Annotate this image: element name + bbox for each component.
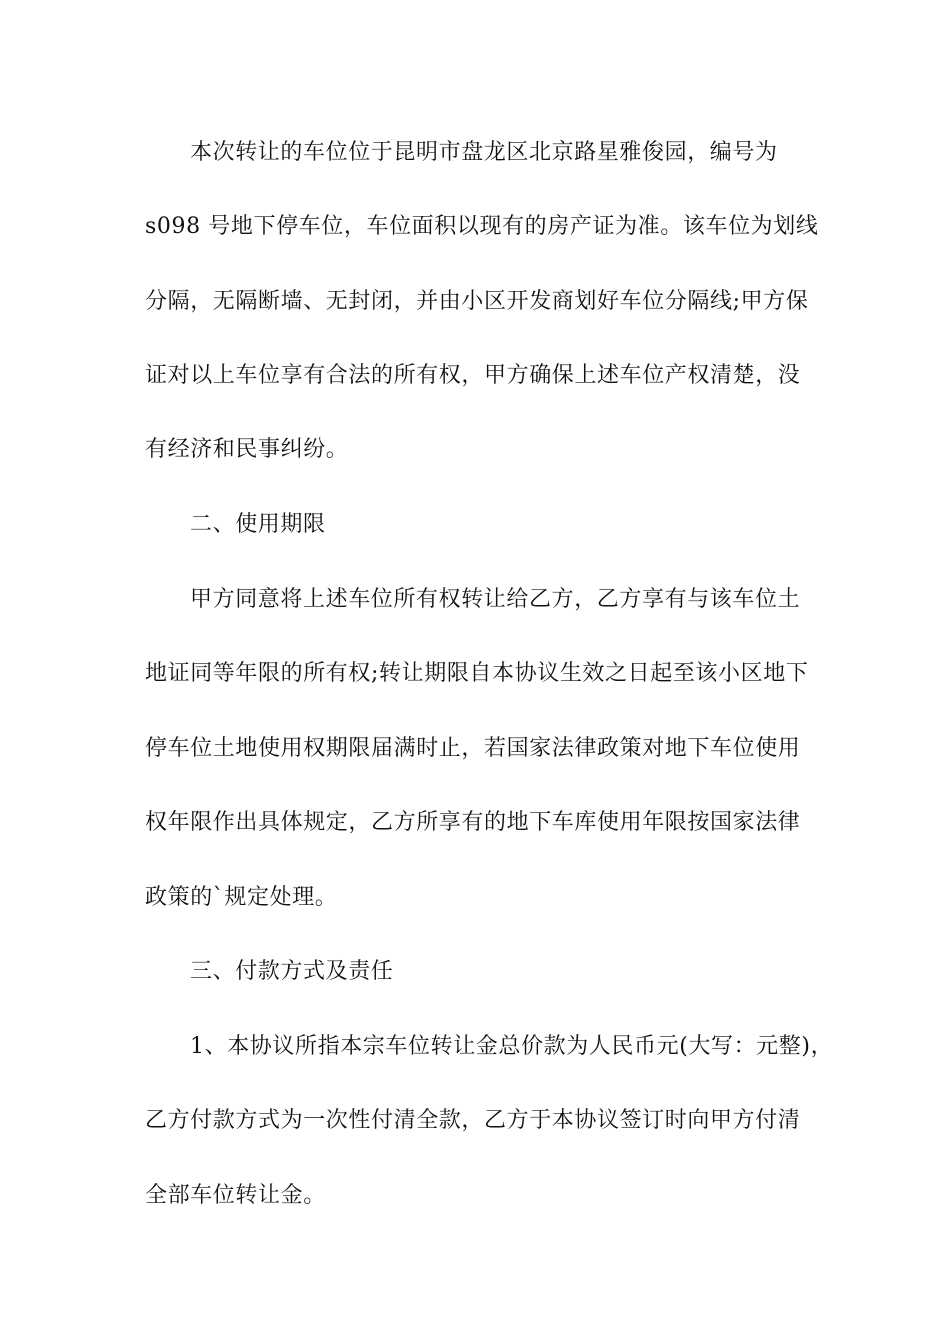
paragraph-3-line-3: 全部车位转让金。	[145, 1183, 326, 1208]
paragraph-1-line-2: s098 号地下停车位，车位面积以现有的房产证为准。该车位为划线	[145, 214, 819, 239]
paragraph-1-line-4: 证对以上车位享有合法的所有权，甲方确保上述车位产权清楚，没	[145, 363, 801, 388]
paragraph-2-line-1: 甲方同意将上述车位所有权转让给乙方，乙方享有与该车位土	[190, 587, 801, 612]
paragraph-1-line-1: 本次转让的车位位于昆明市盘龙区北京路星雅俊园，编号为	[190, 140, 778, 165]
paragraph-2-line-3: 停车位土地使用权期限届满时止，若国家法律政策对地下车位使用	[145, 736, 801, 761]
section-heading-usage-period: 二、使用期限	[190, 512, 326, 537]
paragraph-3-line-1: 1、本协议所指本宗车位转让金总价款为人民币元(大写：元整)，	[190, 1034, 834, 1059]
paragraph-2-line-5: 政策的`规定处理。	[145, 885, 338, 910]
paragraph-2-line-4: 权年限作出具体规定，乙方所享有的地下车库使用年限按国家法律	[145, 810, 801, 835]
paragraph-3-line-2: 乙方付款方式为一次性付清全款，乙方于本协议签订时向甲方付清	[145, 1108, 801, 1133]
paragraph-1-line-3: 分隔，无隔断墙、无封闭，并由小区开发商划好车位分隔线;甲方保	[145, 289, 809, 314]
paragraph-2-line-2: 地证同等年限的所有权;转让期限自本协议生效之日起至该小区地下	[145, 661, 809, 686]
paragraph-1-line-5: 有经济和民事纠纷。	[145, 437, 349, 462]
section-heading-payment: 三、付款方式及责任	[190, 959, 394, 984]
